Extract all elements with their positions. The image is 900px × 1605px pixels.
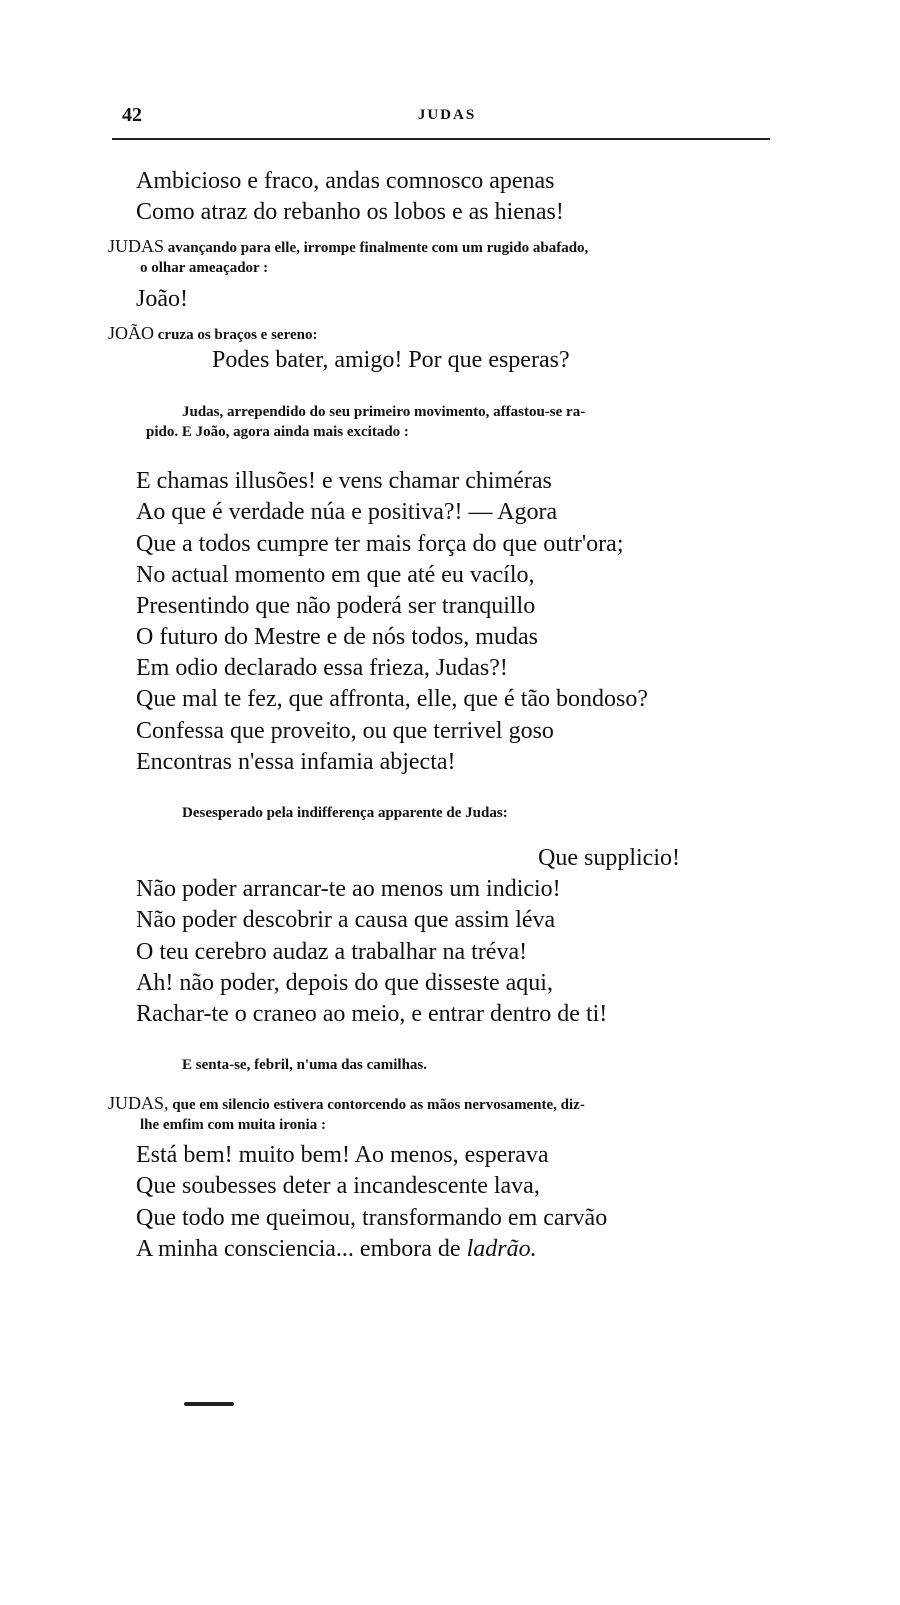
verse-line: Ao que é verdade núa e positiva?! — Agora <box>136 499 558 525</box>
verse-line: No actual momento em que até eu vacílo, <box>136 562 535 588</box>
stage-direction <box>108 236 780 278</box>
page-header <box>122 104 772 134</box>
verse-line: Presentindo que não poderá ser tranquillo <box>136 593 536 619</box>
verse-line: João! <box>136 286 188 312</box>
verse-line: Rachar-te o craneo ao meio, e entrar dentro de ti! <box>136 1001 608 1027</box>
stage-direction-text: Judas, arrependido do seu primeiro movimento, affastou-se ra- <box>182 404 586 420</box>
running-title: JUDAS <box>417 107 477 123</box>
verse-line: Encontras n'essa infamia abjecta! <box>136 749 456 775</box>
verse-italic-word: ladrão. <box>466 1236 537 1262</box>
verse-line: Está bem! muito bem! Ao menos, esperava <box>136 1142 549 1168</box>
decorative-dash <box>184 1402 234 1406</box>
speaker-name: JOÃO <box>108 323 155 343</box>
stage-direction-cont: o olhar ameaçador : <box>140 260 269 276</box>
speaker-name: JUDAS <box>108 236 165 256</box>
stage-direction-text: cruza os braços e sereno: <box>157 327 318 343</box>
page-number: 42 <box>122 104 142 126</box>
stage-direction-text: que em silencio estivera contorcendo as mãos nervosamente, diz- <box>172 1097 585 1113</box>
verse-line: O teu cerebro audaz a trabalhar na tréva! <box>136 939 528 965</box>
verse-line: Ambicioso e fraco, andas comnosco apenas <box>136 168 555 194</box>
verse-line: Que supplicio! <box>538 845 680 871</box>
verse-text: A minha consciencia... embora de <box>136 1236 467 1262</box>
stage-direction-cont: lhe emfim com muita ironia : <box>140 1117 326 1133</box>
verse-line: Não poder descobrir a causa que assim léva <box>136 907 556 933</box>
verse-line: Confessa que proveito, ou que terrivel goso <box>136 718 554 744</box>
stage-direction-cont: pido. E João, agora ainda mais excitado : <box>146 424 409 440</box>
verse-line: Que todo me queimou, transformando em carvão <box>136 1205 608 1231</box>
verse-line: Que mal te fez, que affronta, elle, que é tão bondoso? <box>136 686 649 712</box>
verse-line <box>136 1234 537 1264</box>
verse-line: O futuro do Mestre e de nós todos, mudas <box>136 624 538 650</box>
verse-line: Em odio declarado essa frieza, Judas?! <box>136 655 508 681</box>
verse-line: Podes bater, amigo! Por que esperas? <box>212 347 570 373</box>
verse-line: E chamas illusões! e vens chamar chiméras <box>136 468 552 494</box>
verse-line: Que a todos cumpre ter mais força do que outr'ora; <box>136 531 624 557</box>
stage-direction: Desesperado pela indifferença apparente de Judas: <box>182 805 508 821</box>
stage-direction <box>146 402 780 442</box>
stage-direction-text: avançando para elle, irrompe finalmente com um rugido abafado, <box>167 240 589 256</box>
stage-direction <box>108 1093 780 1135</box>
speaker-name: JUDAS, <box>108 1093 169 1113</box>
verse-line: Ah! não poder, depois do que disseste aqui, <box>136 970 553 996</box>
stage-direction: E senta-se, febril, n'uma das camilhas. <box>182 1057 428 1073</box>
verse-line: Não poder arrancar-te ao menos um indicio! <box>136 876 561 902</box>
header-rule <box>112 138 770 140</box>
stage-direction <box>108 323 780 345</box>
verse-line: Que soubesses deter a incandescente lava, <box>136 1173 540 1199</box>
verse-line: Como atraz do rebanho os lobos e as hienas! <box>136 199 564 225</box>
